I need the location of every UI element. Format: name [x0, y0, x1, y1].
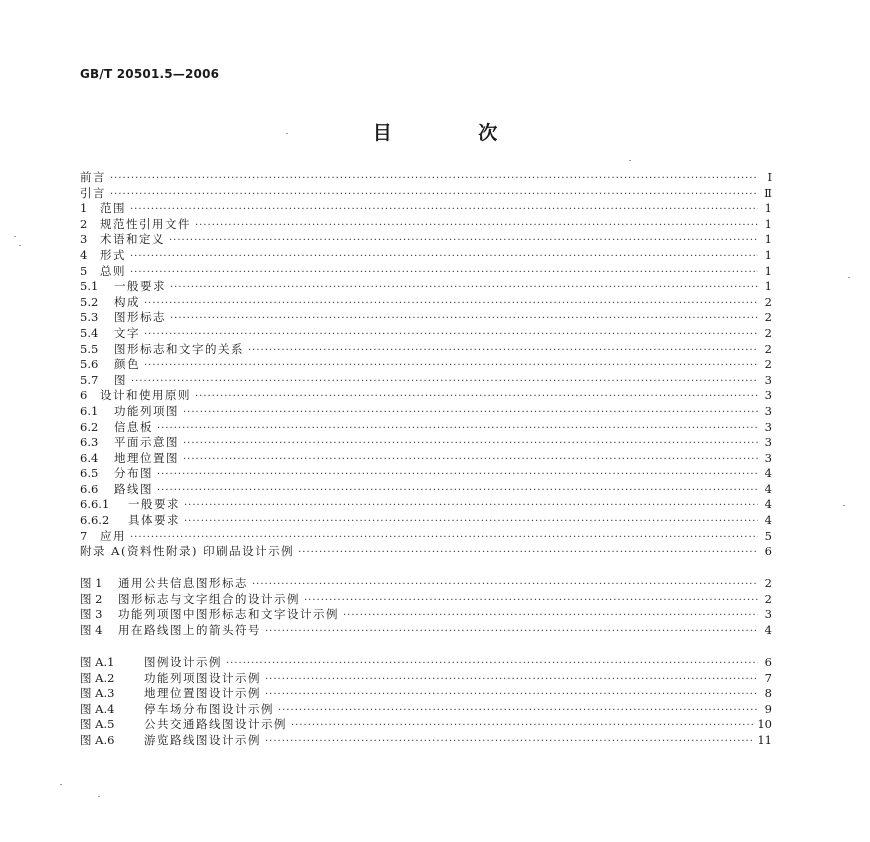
dot-leader [265, 687, 758, 703]
toc-entry [80, 733, 772, 749]
toc-entry-number: 6.2 [80, 419, 99, 434]
toc-entry-title: 地理位置图 [114, 450, 179, 465]
toc-entry-title: 功能列项图中图形标志和文字设计示例 [118, 607, 339, 622]
toc-entry [80, 576, 772, 592]
toc-entry-page: 3 [764, 372, 772, 387]
dot-leader [183, 436, 758, 452]
toc-entry [80, 295, 772, 311]
toc-entry [80, 404, 772, 420]
toc-entry-page: 4 [764, 481, 772, 496]
toc-entry [80, 607, 772, 623]
dot-leader [226, 656, 758, 672]
toc-entry [80, 482, 772, 498]
toc-entry-title: 文字 [114, 325, 140, 340]
toc-entry-page: 4 [764, 466, 772, 481]
toc-entry [80, 326, 772, 342]
toc-entry [80, 217, 772, 233]
toc-entry-page: 2 [764, 591, 772, 606]
toc-entry [80, 357, 772, 373]
toc-entry-page: 3 [764, 403, 772, 418]
toc-entry-number: 5.6 [80, 357, 99, 372]
toc-entry [80, 248, 772, 264]
toc-entry [80, 170, 772, 186]
toc-entry-number: 图 A.6 [80, 732, 115, 747]
toc-entry-number: 5.2 [80, 294, 99, 309]
toc-entry-page: 4 [764, 513, 772, 528]
toc-entry-number: 图 3 [80, 607, 103, 622]
toc-entry [80, 388, 772, 404]
toc-entry-title: 应用 [100, 528, 126, 543]
toc-entry-page: 1 [764, 279, 772, 294]
dot-leader [144, 296, 758, 312]
toc-entry-number: 6.1 [80, 403, 99, 418]
toc-entry-title: 用在路线图上的箭头符号 [118, 622, 261, 637]
dot-leader [304, 593, 758, 609]
toc-entry-number: 6.3 [80, 435, 99, 450]
toc-entry-number: 5.4 [80, 325, 99, 340]
toc-entry-title: 功能列项图设计示例 [144, 670, 261, 685]
dot-leader [184, 514, 758, 530]
toc-entry-page: 2 [764, 341, 772, 356]
dot-leader [157, 483, 758, 499]
toc-entry [80, 544, 772, 560]
dot-leader [110, 171, 758, 187]
toc-entry [80, 201, 772, 217]
dot-leader [248, 343, 758, 359]
toc-entry [80, 373, 772, 389]
toc-entry [80, 655, 772, 671]
toc-entry-page: 4 [764, 622, 772, 637]
standard-code: GB/T 20501.5—2006 [80, 67, 220, 81]
scan-speck [19, 245, 21, 246]
toc-entry-title: 颜色 [114, 357, 140, 372]
toc-entry-title: 通用公共信息图形标志 [118, 576, 248, 590]
scan-speck [14, 236, 16, 237]
toc-entry-number: 3 [80, 232, 88, 247]
toc-entry-title: 范围 [100, 201, 126, 216]
toc-entry-number: 6.5 [80, 466, 99, 481]
scan-speck [60, 784, 62, 785]
toc-entry-page: 2 [764, 576, 772, 590]
toc-entry-title: 平面示意图 [114, 435, 179, 450]
toc-entry [80, 420, 772, 436]
dot-leader [195, 218, 758, 234]
toc-entry-title: 图例设计示例 [144, 655, 222, 669]
toc-entry-title: 前言 [80, 170, 106, 184]
scan-speck [98, 796, 100, 797]
dot-leader [183, 405, 758, 421]
toc-entry-page: 2 [764, 310, 772, 325]
toc-entry [80, 186, 772, 202]
scan-speck [848, 277, 850, 278]
toc-entry-page: Ⅰ [767, 170, 772, 184]
dot-leader [265, 672, 758, 688]
toc-entry-page: 1 [764, 232, 772, 247]
toc-entry [80, 466, 772, 482]
dot-leader [184, 498, 758, 514]
dot-leader [195, 389, 758, 405]
toc-entry-page: 2 [764, 325, 772, 340]
toc-entry [80, 623, 772, 639]
toc-entry-page: Ⅱ [764, 185, 772, 200]
dot-leader [265, 734, 753, 750]
toc-entry [80, 451, 772, 467]
toc-entry-page: 1 [764, 201, 772, 216]
dot-leader [144, 327, 758, 343]
toc-entry-title: 引言 [80, 185, 106, 200]
toc-entry-number: 6.4 [80, 450, 99, 465]
toc-entry [80, 513, 772, 529]
toc-entry-page: 10 [757, 717, 772, 732]
toc-entry-number: 图 2 [80, 591, 103, 606]
toc-entry-page: 3 [764, 435, 772, 450]
appendix-figure-list [80, 655, 772, 749]
toc-entry-number: 图 A.4 [80, 701, 115, 716]
dot-leader [278, 703, 758, 719]
toc-entry-number: 6.6.1 [80, 497, 110, 512]
dot-leader [110, 187, 758, 203]
dot-leader [157, 421, 758, 437]
toc-entry-number: 5.3 [80, 310, 99, 325]
toc-entry [80, 702, 772, 718]
toc-entry-title: 信息板 [114, 419, 153, 434]
toc-entry-page: 8 [764, 686, 772, 701]
dot-leader [130, 530, 758, 546]
dot-leader [298, 545, 758, 561]
toc-entry-title: 具体要求 [128, 513, 180, 528]
toc-entry-number: 图 4 [80, 622, 103, 637]
dot-leader [170, 280, 758, 296]
toc-entry-number: 4 [80, 247, 88, 262]
toc-entry-title: 形式 [100, 247, 126, 262]
dot-leader [265, 624, 758, 640]
toc-entry-page: 1 [764, 216, 772, 231]
toc-entry-title: 图 [114, 372, 127, 387]
toc-entry-page: 11 [757, 732, 772, 747]
toc-entry-page: 3 [764, 419, 772, 434]
toc-entry-page: 5 [764, 528, 772, 543]
toc-entry-title: 总则 [100, 263, 126, 278]
toc-entry-title: 图形标志 [114, 310, 166, 325]
toc-entry-title: 构成 [114, 294, 140, 309]
toc-entry-number: 5 [80, 263, 88, 278]
toc-entry [80, 717, 772, 733]
toc-entry-title: 地理位置图设计示例 [144, 686, 261, 701]
toc-entry-title: 附录 A(资料性附录) 印刷品设计示例 [80, 544, 295, 559]
toc-entry-page: 1 [764, 263, 772, 278]
toc-entry-page: 3 [764, 450, 772, 465]
toc-entry [80, 232, 772, 248]
toc-entry [80, 671, 772, 687]
toc-list [80, 170, 772, 560]
toc-entry-title: 术语和定义 [100, 232, 165, 247]
toc-entry [80, 264, 772, 280]
dot-leader [130, 249, 758, 265]
dot-leader [157, 467, 758, 483]
toc-entry-page: 1 [764, 247, 772, 262]
toc-entry-title: 一般要求 [128, 497, 180, 512]
toc-entry-title: 分布图 [114, 466, 153, 481]
scan-speck [843, 505, 845, 506]
toc-entry-title: 停车场分布图设计示例 [144, 701, 274, 716]
toc-entry-title: 设计和使用原则 [100, 388, 191, 403]
toc-entry [80, 529, 772, 545]
toc-entry-page: 7 [764, 670, 772, 685]
scan-speck [286, 133, 288, 134]
toc-entry-number: 图 A.1 [80, 655, 115, 669]
dot-leader [252, 577, 758, 593]
toc-entry-number: 图 A.3 [80, 686, 115, 701]
toc-entry-page: 6 [764, 544, 772, 559]
toc-entry [80, 279, 772, 295]
toc-entry-title: 图形标志和文字的关系 [114, 341, 244, 356]
toc-entry-title: 公共交通路线图设计示例 [144, 717, 287, 732]
toc-entry-number: 5.7 [80, 372, 99, 387]
toc-entry-page: 4 [764, 497, 772, 512]
toc-entry-number: 1 [80, 201, 88, 216]
toc-entry-title: 一般要求 [114, 279, 166, 294]
toc-entry-title: 功能列项图 [114, 403, 179, 418]
dot-leader [170, 311, 758, 327]
dot-leader [130, 265, 758, 281]
toc-entry-page: 6 [764, 655, 772, 669]
toc-entry-number: 7 [80, 528, 88, 543]
toc-entry-number: 5.1 [80, 279, 99, 294]
dot-leader [144, 358, 758, 374]
dot-leader [343, 608, 758, 624]
toc-entry-title: 路线图 [114, 481, 153, 496]
scan-speck [629, 160, 631, 161]
toc-entry [80, 435, 772, 451]
toc-entry-page: 2 [764, 357, 772, 372]
toc-entry-number: 图 A.2 [80, 670, 115, 685]
toc-entry-number: 2 [80, 216, 88, 231]
toc-entry-number: 图 A.5 [80, 717, 115, 732]
dot-leader [130, 202, 758, 218]
toc-entry [80, 686, 772, 702]
toc-entry-title: 规范性引用文件 [100, 216, 191, 231]
dot-leader [183, 452, 758, 468]
toc-entry-title: 图形标志与文字组合的设计示例 [118, 591, 300, 606]
toc-entry [80, 497, 772, 513]
dot-leader [291, 718, 753, 734]
figure-list [80, 576, 772, 638]
dot-leader [131, 374, 758, 390]
toc-entry-page: 9 [764, 701, 772, 716]
toc-entry [80, 342, 772, 358]
page-title: 目 次 [372, 122, 538, 144]
toc-entry-page: 3 [764, 388, 772, 403]
toc-entry-number: 5.5 [80, 341, 99, 356]
toc-entry-title: 游览路线图设计示例 [144, 732, 261, 747]
toc-entry-number: 图 1 [80, 576, 103, 590]
toc-entry-number: 6.6.2 [80, 513, 110, 528]
toc-entry [80, 310, 772, 326]
toc-entry-page: 3 [764, 607, 772, 622]
dot-leader [169, 233, 758, 249]
toc-entry-page: 2 [764, 294, 772, 309]
toc-entry-number: 6.6 [80, 481, 99, 496]
toc-entry [80, 592, 772, 608]
toc-entry-number: 6 [80, 388, 88, 403]
